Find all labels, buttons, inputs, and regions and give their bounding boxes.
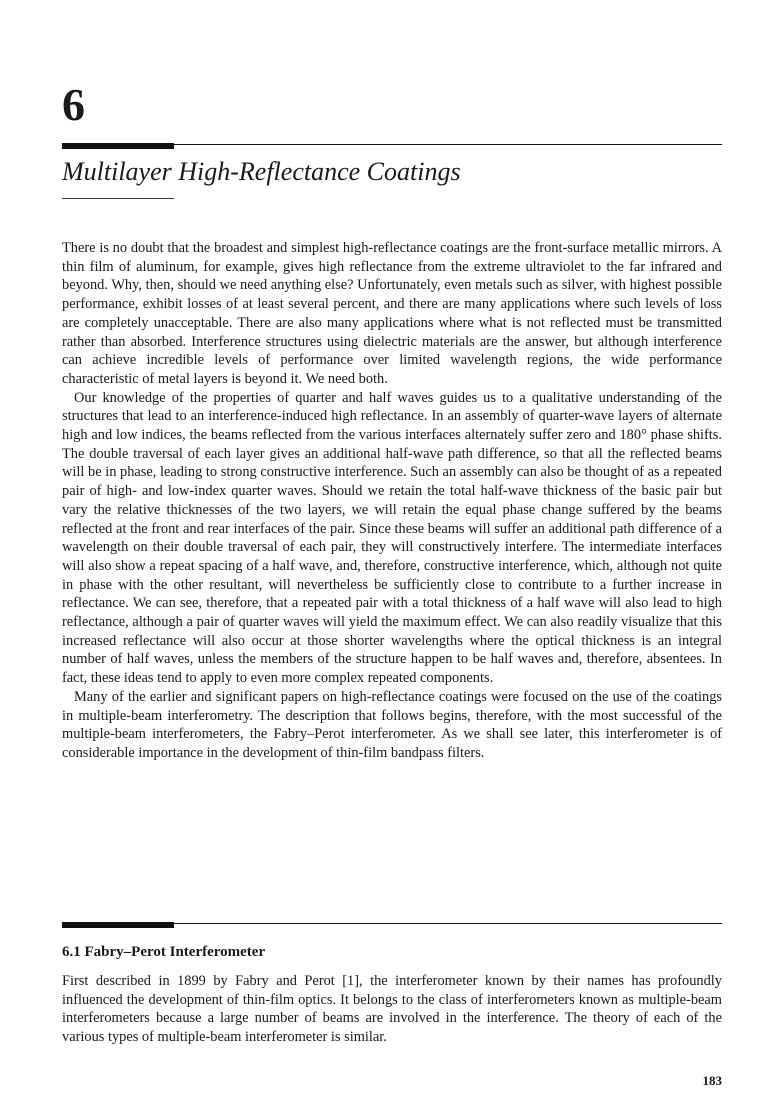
chapter-title: Multilayer High-Reflectance Coatings bbox=[62, 157, 461, 186]
intro-paragraph-2: Our knowledge of the properties of quarter and half waves guides us to a qualitative understanding of the structures that lead to an interference-induced high reflectance. In an assembly of quarter-wave layers of alternate high and low indices, the beams reflected from the various interfaces alternately suffer zero and 180° phase shifts. The double traversal of each layer gives an additional half-wave path difference, so that all the reflected beams will be in phase, leading to strong constructive interference. Such an assembly can also be thought of as a repeated pair of high- and low-index quarter waves. Should we retain the total half-wave thickness of the basic pair but vary the relative thicknesses of the two layers, we will retain the equal phase change suffered by the beams reflected at the front and rear interfaces of the pair. Since these beams will suffer an additional path difference of a wavelength on their double traversal of each pair, they will constructively interfere. The intermediate interfaces will also show a repeat spacing of a half wave, and, therefore, constructive interference, which, although not quite in phase with the other resultant, will nevertheless be sufficiently close to contribute to a further increase in reflectance. We can see, therefore, that a repeated pair with a total thickness of a half wave will also lead to high reflectance, although a pair of quarter waves will yield the maximum effect. We can also readily visualize that this increased reflectance will also occur at those shorter wavelengths where the optical thickness is an integral number of half waves, unless the members of the structure happen to be half waves and, therefore, absentees. In fact, these ideas tend to apply to even more complex repeated components. bbox=[62, 389, 722, 687]
section-rule-thin bbox=[174, 923, 722, 924]
section-body bbox=[62, 972, 722, 1047]
section-rule-thick bbox=[62, 922, 174, 928]
intro-paragraph-1: There is no doubt that the broadest and simplest high-reflectance coatings are the front-surface metallic mirrors. A thin film of aluminum, for example, gives high reflectance from the extreme ultraviolet to the far infrared and beyond. Why, then, should we need anything else? Unfortunately, even metals such as silver, with highest possible performance, exhibit losses of at least several percent, and there are many applications where such levels of loss are completely unacceptable. There are also many applications where what is not reflected must be transmitted rather than absorbed. Interference structures using dielectric materials are the answer, but although interference can achieve incredible levels of performance over limited wavelength regions, the wide performance characteristic of metal layers is beyond it. We need both. bbox=[62, 240, 722, 387]
chapter-title-underline bbox=[62, 198, 174, 199]
intro-paragraph-3: Many of the earlier and significant papers on high-reflectance coatings were focused on the use of the coatings in multiple-beam interferometry. The description that follows begins, therefore, with the most successful of the multiple-beam interferometers, the Fabry–Perot interferometer. As we shall see later, this interferometer is of considerable importance in the development of thin-film bandpass filters. bbox=[62, 688, 722, 761]
section-paragraph: First described in 1899 by Fabry and Perot [1], the interferometer known by their names has profoundly influenced the development of thin-film optics. It belongs to the class of interferometers known as multiple-beam interferometers because a large number of beams are involved in the interference. The theory of each of the various types of multiple-beam interferometer is similar. bbox=[62, 973, 722, 1046]
intro-body bbox=[62, 239, 722, 763]
chapter-number: 6 bbox=[62, 79, 85, 130]
chapter-rule-thin bbox=[174, 144, 722, 145]
chapter-rule-thick bbox=[62, 143, 174, 149]
page-number: 183 bbox=[702, 1073, 722, 1088]
section-heading: 6.1 Fabry–Perot Interferometer bbox=[62, 944, 266, 960]
